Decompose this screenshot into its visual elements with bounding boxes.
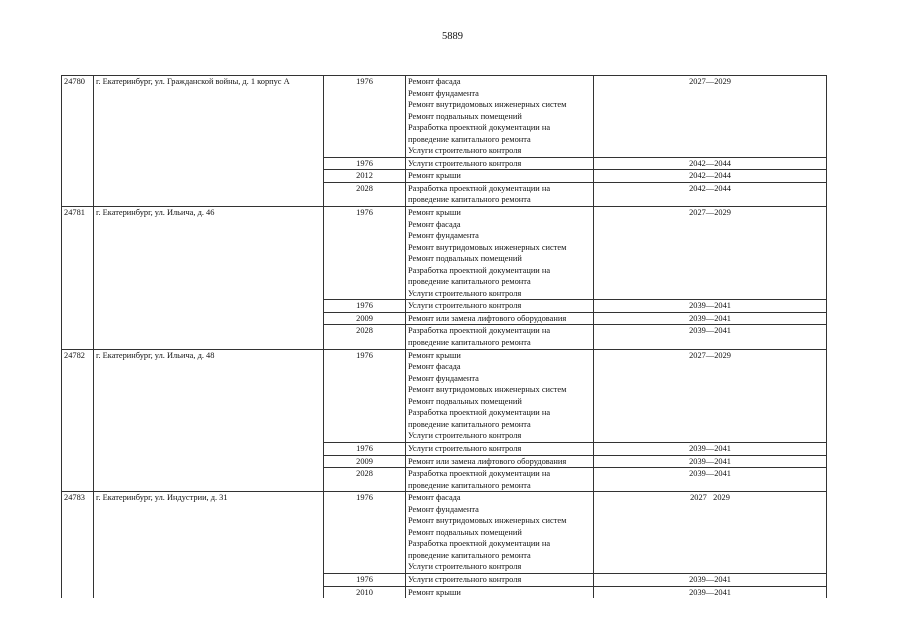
- work-item: Ремонт подвальных помещений: [408, 527, 522, 537]
- work-item: Ремонт внутридомовых инженерных систем: [408, 242, 567, 252]
- work-item: Ремонт фундамента: [408, 373, 479, 383]
- year-cell: 2028: [324, 325, 406, 349]
- period-cell: 2039—2041: [594, 455, 827, 468]
- work-item: Ремонт подвальных помещений: [408, 396, 522, 406]
- work-item: Ремонт фундамента: [408, 88, 479, 98]
- period-cell: 2027—2029: [594, 349, 827, 442]
- building-address: г. Екатеринбург, ул. Ильича, д. 46: [94, 207, 324, 350]
- record-id: 24781: [62, 207, 94, 350]
- period-cell: 2039—2041: [594, 468, 827, 492]
- period-cell: 2039—2041: [594, 325, 827, 349]
- period-cell: 2039—2041: [594, 300, 827, 313]
- works-cell: [406, 573, 594, 586]
- table-row: [62, 492, 827, 574]
- year-cell: 1976: [324, 442, 406, 455]
- year-cell: 2009: [324, 455, 406, 468]
- work-item: Разработка проектной документации на: [408, 123, 551, 133]
- period-cell: 2042—2044: [594, 170, 827, 183]
- work-item: Ремонт крыши: [408, 350, 461, 360]
- work-item: Ремонт крыши: [408, 171, 461, 181]
- work-item: проведение капитального ремонта: [408, 195, 531, 205]
- table-row: [62, 76, 827, 158]
- work-item: Ремонт внутридомовых инженерных систем: [408, 100, 567, 110]
- work-item: Услуги строительного контроля: [408, 574, 522, 584]
- building-address: г. Екатеринбург, ул. Индустрии, д. 31: [94, 492, 324, 598]
- works-cell: [406, 586, 594, 598]
- work-item: Услуги строительного контроля: [408, 443, 522, 453]
- period-cell: 2039—2041: [594, 586, 827, 598]
- work-item: Услуги строительного контроля: [408, 431, 522, 441]
- work-item: проведение капитального ремонта: [408, 419, 531, 429]
- works-cell: [406, 442, 594, 455]
- year-cell: 1976: [324, 157, 406, 170]
- period-cell: 2039—2041: [594, 312, 827, 325]
- work-item: Разработка проектной документации на: [408, 469, 551, 479]
- year-cell: 1976: [324, 349, 406, 442]
- works-cell: [406, 207, 594, 300]
- work-item: Ремонт подвальных помещений: [408, 111, 522, 121]
- page-number: 5889: [442, 31, 463, 42]
- period-cell: 2027—2029: [594, 76, 827, 158]
- work-item: Ремонт фундамента: [408, 504, 479, 514]
- works-cell: [406, 76, 594, 158]
- work-item: проведение капитального ремонта: [408, 550, 531, 560]
- work-item: Ремонт или замена лифтового оборудования: [408, 313, 567, 323]
- works-cell: [406, 455, 594, 468]
- work-item: Услуги строительного контроля: [408, 301, 522, 311]
- period-cell: 2042—2044: [594, 157, 827, 170]
- works-cell: [406, 312, 594, 325]
- capital-repair-table: [61, 75, 827, 598]
- year-cell: 1976: [324, 76, 406, 158]
- works-cell: [406, 325, 594, 349]
- work-item: Ремонт внутридомовых инженерных систем: [408, 385, 567, 395]
- year-cell: 2028: [324, 182, 406, 206]
- building-address: г. Екатеринбург, ул. Гражданской войны, д. 1 корпус А: [94, 76, 324, 207]
- works-cell: [406, 349, 594, 442]
- work-item: Услуги строительного контроля: [408, 288, 522, 298]
- work-item: Ремонт крыши: [408, 587, 461, 597]
- works-cell: [406, 492, 594, 574]
- works-cell: [406, 182, 594, 206]
- work-item: Услуги строительного контроля: [408, 562, 522, 572]
- record-id: 24783: [62, 492, 94, 598]
- year-cell: 2028: [324, 468, 406, 492]
- record-id: 24780: [62, 76, 94, 207]
- year-cell: 2010: [324, 586, 406, 598]
- work-item: Ремонт фасада: [408, 493, 461, 503]
- work-item: Разработка проектной документации на: [408, 265, 551, 275]
- work-item: Услуги строительного контроля: [408, 158, 522, 168]
- work-item: Разработка проектной документации на: [408, 408, 551, 418]
- table-row: [62, 349, 827, 442]
- work-item: Ремонт фасада: [408, 362, 461, 372]
- work-item: Ремонт фундамента: [408, 231, 479, 241]
- period-cell: 2027 2029: [594, 492, 827, 574]
- table-row: [62, 207, 827, 300]
- work-item: проведение капитального ремонта: [408, 134, 531, 144]
- record-id: 24782: [62, 349, 94, 492]
- year-cell: 1976: [324, 207, 406, 300]
- work-item: Ремонт подвальных помещений: [408, 254, 522, 264]
- period-cell: 2039—2041: [594, 442, 827, 455]
- works-cell: [406, 157, 594, 170]
- year-cell: 1976: [324, 492, 406, 574]
- building-address: г. Екатеринбург, ул. Ильича, д. 48: [94, 349, 324, 492]
- works-cell: [406, 468, 594, 492]
- work-item: Ремонт фасада: [408, 77, 461, 86]
- work-item: Ремонт крыши: [408, 208, 461, 218]
- works-cell: [406, 300, 594, 313]
- work-item: проведение капитального ремонта: [408, 277, 531, 287]
- work-item: проведение капитального ремонта: [408, 338, 531, 348]
- work-item: Ремонт фасада: [408, 219, 461, 229]
- period-cell: 2042—2044: [594, 182, 827, 206]
- work-item: проведение капитального ремонта: [408, 480, 531, 490]
- year-cell: 1976: [324, 300, 406, 313]
- work-item: Разработка проектной документации на: [408, 183, 551, 193]
- work-item: Ремонт или замена лифтового оборудования: [408, 456, 567, 466]
- year-cell: 2009: [324, 312, 406, 325]
- work-item: Разработка проектной документации на: [408, 539, 551, 549]
- year-cell: 1976: [324, 573, 406, 586]
- work-item: Ремонт внутридомовых инженерных систем: [408, 516, 567, 526]
- work-item: Разработка проектной документации на: [408, 326, 551, 336]
- work-item: Услуги строительного контроля: [408, 146, 522, 156]
- period-cell: 2027—2029: [594, 207, 827, 300]
- year-cell: 2012: [324, 170, 406, 183]
- works-cell: [406, 170, 594, 183]
- period-cell: 2039—2041: [594, 573, 827, 586]
